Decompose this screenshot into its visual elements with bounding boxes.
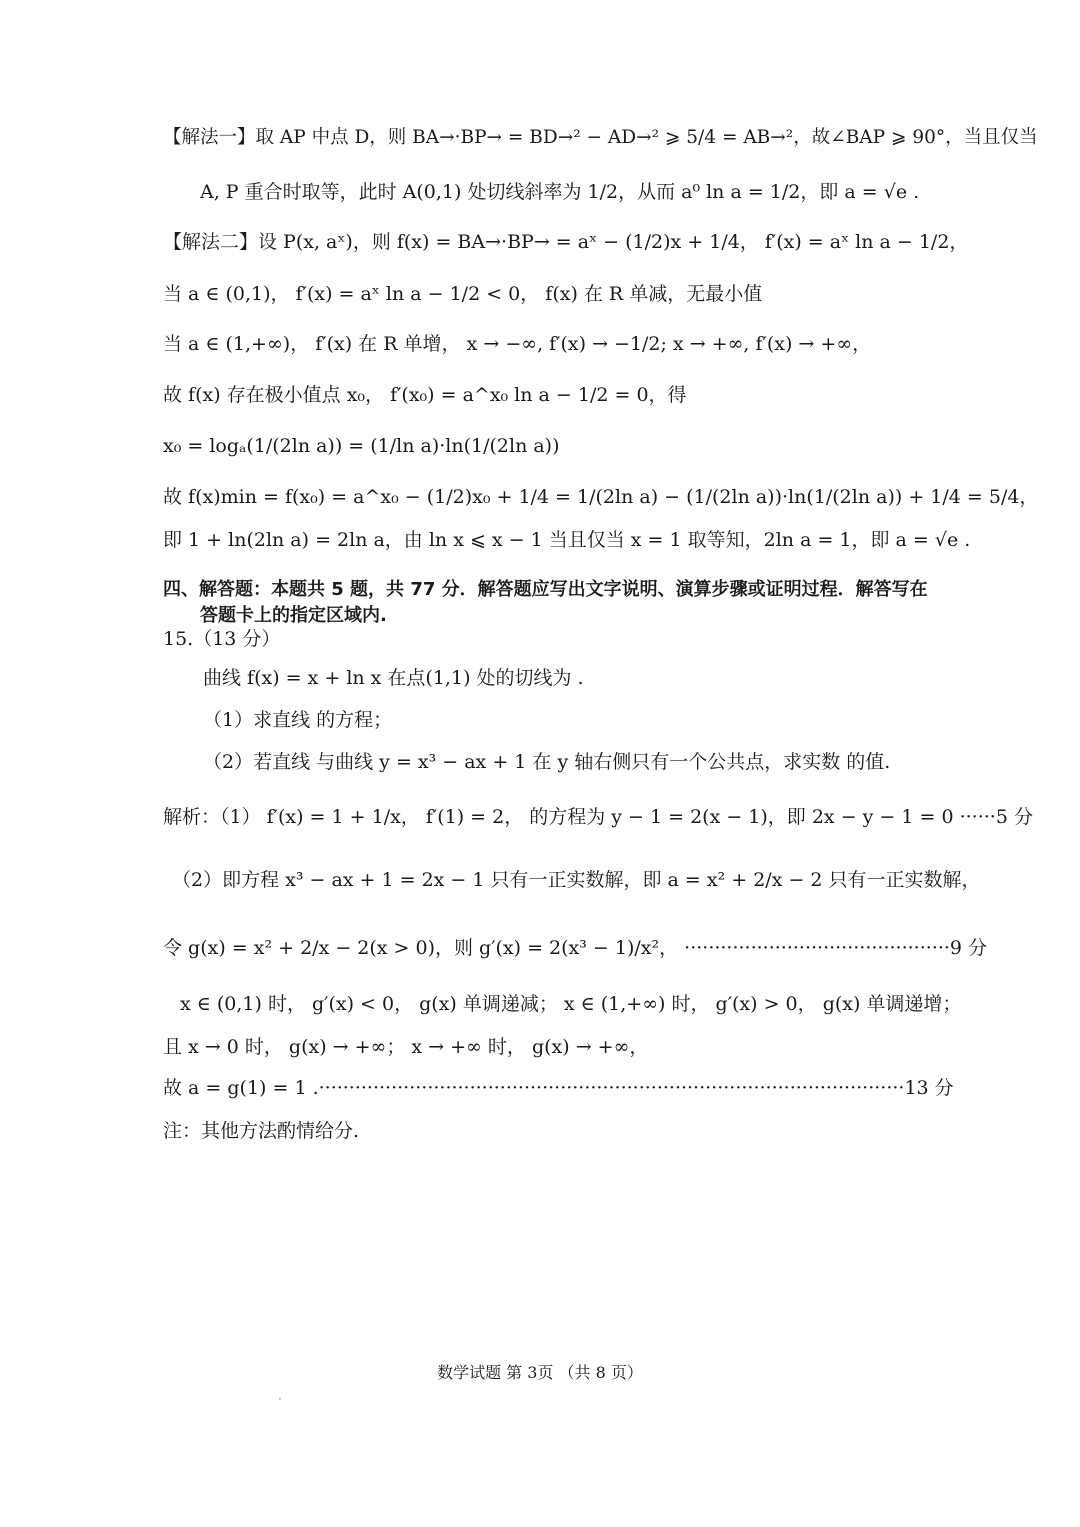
answer-line1: 解析：（1） f′(x) = 1 + 1/x， f′(1) = 2， 的方程为 y − 1 = 2(x − 1)，即 2x − y − 1 = 0 ······5 分 <box>163 806 1033 828</box>
section-heading-line2: 答题卡上的指定区域内. <box>200 605 387 626</box>
solution2-line4: 故 f(x) 存在极小值点 x₀， f′(x₀) = a^x₀ ln a − 1/2 = 0，得 <box>163 384 687 406</box>
solution2-line7: 即 1 + ln(2ln a) = 2ln a，由 ln x ⩽ x − 1 当且仅当 x = 1 取等知，2ln a = 1，即 a = √e . <box>163 529 971 551</box>
solution1-line2: A, P 重合时取等，此时 A(0,1) 处切线斜率为 1/2，从而 a⁰ ln a = 1/2，即 a = √e . <box>200 181 920 203</box>
answer-line5: 且 x → 0 时， g(x) → +∞； x → +∞ 时， g(x) → +∞， <box>163 1036 649 1058</box>
answer-line6: 故 a = g(1) = 1 .·································································································13 分 <box>163 1077 954 1099</box>
question-header: 15.（13 分） <box>163 628 281 650</box>
scan-dot: · <box>278 1392 282 1406</box>
solution2-line6: 故 f(x)min = f(x₀) = a^x₀ − (1/2)x₀ + 1/4 = 1/(2ln a) − (1/(2ln a))·ln(1/(2ln a)) + 1/4 = 5/4， <box>163 486 1039 508</box>
solution2-line5: x₀ = logₐ(1/(2ln a)) = (1/ln a)·ln(1/(2ln a)) <box>163 435 560 457</box>
answer-line4: x ∈ (0,1) 时， g′(x) < 0， g(x) 单调递减； x ∈ (1,+∞) 时， g′(x) > 0， g(x) 单调递增； <box>180 993 962 1015</box>
question-part1: （1）求直线 的方程； <box>203 709 393 731</box>
section-heading-line1: 四、解答题：本题共 5 题，共 77 分．解答题应写出文字说明、演算步骤或证明过程．解答写在 <box>163 579 928 600</box>
answer-line2: （2）即方程 x³ − ax + 1 = 2x − 1 只有一正实数解，即 a = x² + 2/x − 2 只有一正实数解， <box>172 869 981 891</box>
solution2-line1: 【解法二】设 P(x, aˣ)，则 f(x) = BA→·BP→ = aˣ − (1/2)x + 1/4， f′(x) = aˣ ln a − 1/2， <box>163 231 969 253</box>
page-footer: 数学试题 第 3页 （共 8 页） <box>437 1363 643 1382</box>
solution2-line3: 当 a ∈ (1,+∞)， f′(x) 在 R 单增， x → −∞, f′(x) → −1/2; x → +∞, f′(x) → +∞， <box>163 333 872 355</box>
solution2-line2: 当 a ∈ (0,1)， f′(x) = aˣ ln a − 1/2 < 0， f(x) 在 R 单减，无最小值 <box>163 283 763 305</box>
answer-line3: 令 g(x) = x² + 2/x − 2(x > 0)，则 g′(x) = 2(x³ − 1)/x²， ············································9 分 <box>163 937 988 959</box>
question-stem: 曲线 f(x) = x + ln x 在点(1,1) 处的切线为 . <box>203 667 584 689</box>
grading-note: 注：其他方法酌情给分. <box>163 1120 360 1142</box>
solution1-line1: 【解法一】取 AP 中点 D，则 BA→·BP→ = BD→² − AD→² ⩾ 5/4 = AB→²，故∠BAP ⩾ 90°，当且仅当 <box>163 127 1038 148</box>
question-part2: （2）若直线 与曲线 y = x³ − ax + 1 在 y 轴右侧只有一个公共点，求实数 的值. <box>203 751 891 773</box>
